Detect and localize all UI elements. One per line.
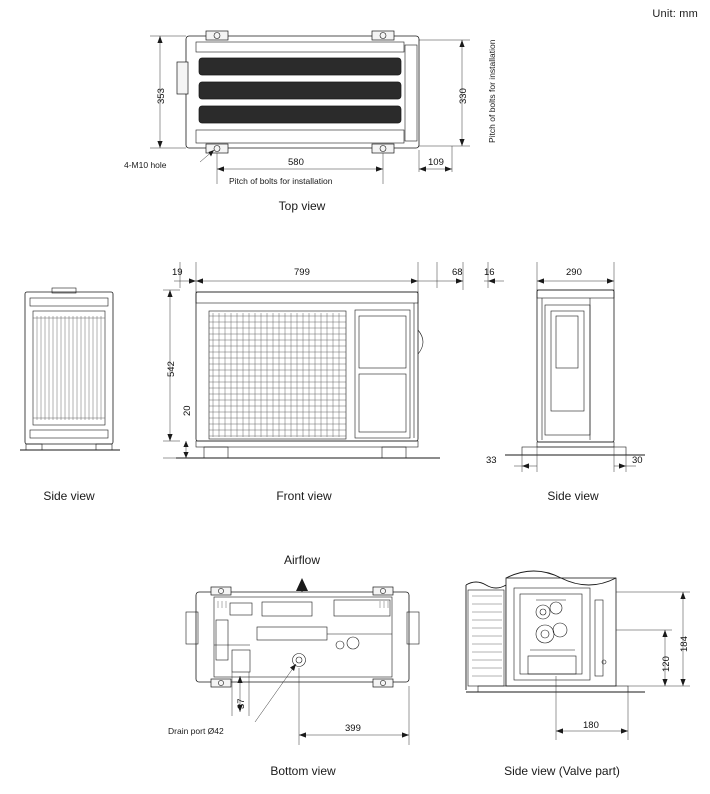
top-view-dim-pitch-width: 580 <box>288 157 304 168</box>
front-view-dim-height: 542 <box>166 361 177 377</box>
side-view-right-dim-foot-left: 33 <box>486 455 497 466</box>
bottom-view-dim-bolt-pitch: 399 <box>345 723 361 734</box>
side-view-right-dim-left-margin: 16 <box>484 267 495 278</box>
top-view-pitch-note: Pitch of bolts for installation <box>229 176 333 186</box>
top-view-dim-height-left: 353 <box>156 88 167 104</box>
front-view-dim-width: 799 <box>294 267 310 278</box>
caption-side-view-right: Side view <box>547 489 599 503</box>
top-view-pitch-note-right: Pitch of bolts for installation <box>487 39 497 143</box>
bottom-view-dim-drain-offset: 37 <box>236 698 247 709</box>
side-valve-dim-height-inner: 120 <box>661 656 672 672</box>
front-view-dim-foot-height: 20 <box>182 405 193 416</box>
caption-side-view-valve: Side view (Valve part) <box>504 764 620 778</box>
caption-bottom-view: Bottom view <box>270 764 336 778</box>
top-view-hole-note: 4-M10 hole <box>124 160 167 170</box>
side-valve-dim-height-outer: 184 <box>679 636 690 652</box>
top-view-dim-right-offset: 109 <box>428 157 444 168</box>
unit-note: Unit: mm <box>652 8 698 20</box>
front-view-dim-left-margin: 19 <box>172 267 183 278</box>
top-view-dim-height-right: 330 <box>458 88 469 104</box>
caption-top-view: Top view <box>278 199 326 213</box>
bottom-view-airflow-label: Airflow <box>283 553 320 567</box>
side-view-right-dim-depth: 290 <box>566 267 582 278</box>
caption-front-view: Front view <box>276 489 332 503</box>
front-view-dim-right-margin: 68 <box>452 267 463 278</box>
caption-side-view-left: Side view <box>43 489 95 503</box>
side-view-right-dim-foot-right: 30 <box>632 455 643 466</box>
side-valve-dim-width: 180 <box>583 720 599 731</box>
bottom-view-drain-note: Drain port Ø42 <box>168 726 224 736</box>
